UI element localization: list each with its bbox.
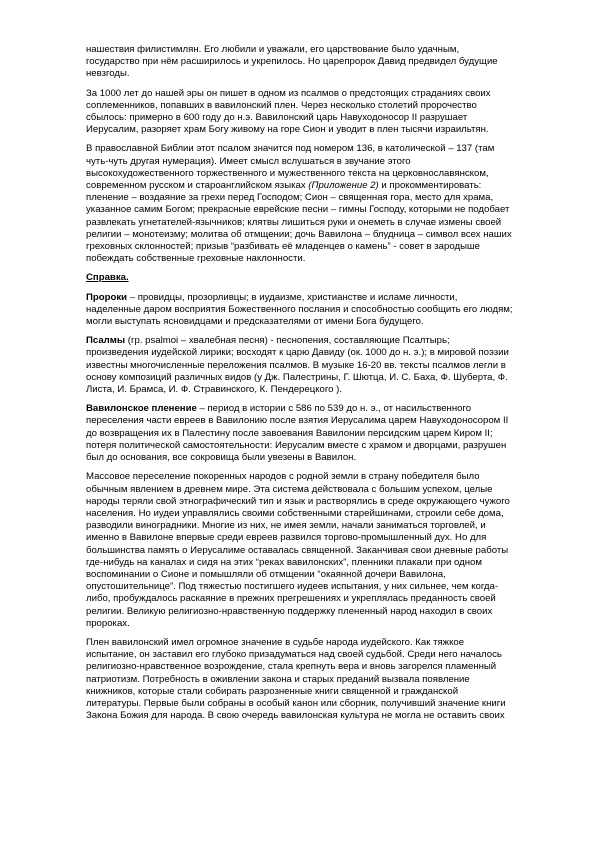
definition-psalms [86, 335, 514, 396]
paragraph-david-reign: нашествия филистимлян. Его любили и уважали, его царствование было удачным, государство при нём расширилось и укрепилось. Но царепророк Давид предвидел будущие невзгоды. [86, 44, 498, 80]
paragraph-psalm-prophecy: За 1000 лет до нашей эры он пишет в одном из псалмов о предстоящих страданиях своих соплеменников, попавших в вавилонский плен. Через несколько столетий пророчество сбылось: примерно в 600 году до н.э. Вавилонский царь Навуходоносор II разрушает Иерусалим, разоряет храм Богу живому на горе Сион и уводит в плен тысячи израильтян. [86, 87, 491, 136]
commentary-text-end: и прокомментировать: пленение – воздаяние за грехи перед Господом; Сион – священная гора, место для храма, указанное самим Богом; прекрасные еврейские песни – гимны Господу, которыми не подобает развлекать угнетателей-язычников; клятвы лишиться руки и онеметь в случае измены своей религии – монотеизму; молитва об отмщении; дочь Вавилона – блудница – символ всех наших греховных склонностей; призыв “разбивать её младенцев о камень” - совет в зародыше побеждать собственные греховные наклонности. [86, 180, 512, 265]
definition-babylonian-captivity [86, 403, 514, 464]
term-babylonian-captivity: Вавилонское пленение [86, 403, 197, 415]
commentary-text-start: В православной Библии этот псалом значится под номером 136, в католической – 137 (там чуть-чуть другая нумерация). Имеет смысл вслушаться в звучание этого высокохудожественного торжественного и мужественного текста на церковнославянском, современном русском и староанглийском языках [86, 143, 495, 192]
paragraph-captivity-significance: Плен вавилонский имел огромное значение в судьбе народа иудейского. Как тяжкое испытание, он заставил его глубоко призадуматься над своей судьбой. Среди него началось религиозно-нравственное возрождение, стала крепнуть вера и вновь загорелся пламенный патриотизм. Потребность в оживлении закона и старых преданий вызвала появление книжников, которые стали собирать разрозненные книги священной и гражданской литературы. Первые были собраны в особый канон или сборник, получивший значение книги Закона Божия для народа. В свою очередь вавилонская культура не могла не оставить своих [86, 636, 506, 722]
definition-prophets-text: – провидцы, прозорливцы; в иудаизме, христианстве и исламе личности, наделенные даром восприятия Божественного послания и способностью сообщить его людям; могли выступать ясновидцами и предсказателями от имени Бога будущего. [86, 291, 513, 328]
appendix-reference: (Приложение 2) [308, 180, 379, 192]
term-prophets: Пророки [86, 291, 128, 303]
definition-captivity-text: – период в истории с 586 по 539 до н. э., от насильственного переселения части евреев в Вавилонию после взятия Иерусалима царем Навуходоносором II до возвращения их в Палестину после завоевания Вавилонии персидским царем Киром II; потеря политической самостоятельности: Иерусалим вместе с храмом и дворцами, разрушен был до основания, все сокровища были увезены в Вавилон. [86, 403, 509, 464]
definition-prophets [86, 292, 514, 329]
document-body [86, 44, 514, 729]
paragraph-mass-resettlement: Массовое переселение покоренных народов с родной земли в страну победителя было обычным явлением в древнем мире. Эта система действовала с большим успехом, целые народы теряли свой этнографический тип и язык и растворялись в среде окружающего чужого населения. Но иудеи управлялись своими собственными старейшинами, строили себе дома, разводили виноградники. Многие из них, не имея земли, начали заниматься торговлей, и именно в Вавилоне впервые среди евреев развился торгово-промышленный дух. Но для большинства память о Иерусалиме оставалась священной. Заканчивая свои дневные работы где-нибудь на каналах и сидя на этих “реках вавилонских”, пленники плакали при одном воспоминании о Сионе и помышляли об отмщении “окаянной дочери Вавилона, опустошительнице”. Под тяжестью постигшего иудеев испытания, у них сильнее, чем когда-либо, пробуждалось раскаяние в прежних прегрешениях и укреплялась преданность своей религии. Великую религиозно-нравственную поддержку плененный народ находил в своих пророках. [86, 471, 510, 629]
definition-psalms-text: (гр. psalmoi – хвалебная песня) - песнопения, составляющие Псалтырь; произведения иудейской лирики; восходят к царю Давиду (ок. 1000 до н. э.); в мировой поэзии известны многочисленные переложения псалмов. В музыке 16-20 вв. тексты псалмов легли в основу композиций различных видов (у Дж. Палестрины, Г. Шютца, И. С. Баха, Ф. Шуберта, Ф. Листа, И. Брамса, И. Ф. Стравинского, К. Пендерецкого ). [86, 335, 509, 396]
reference-heading: Справка. [86, 272, 129, 284]
term-psalms: Псалмы [86, 335, 126, 347]
paragraph-psalm-commentary [86, 143, 514, 265]
